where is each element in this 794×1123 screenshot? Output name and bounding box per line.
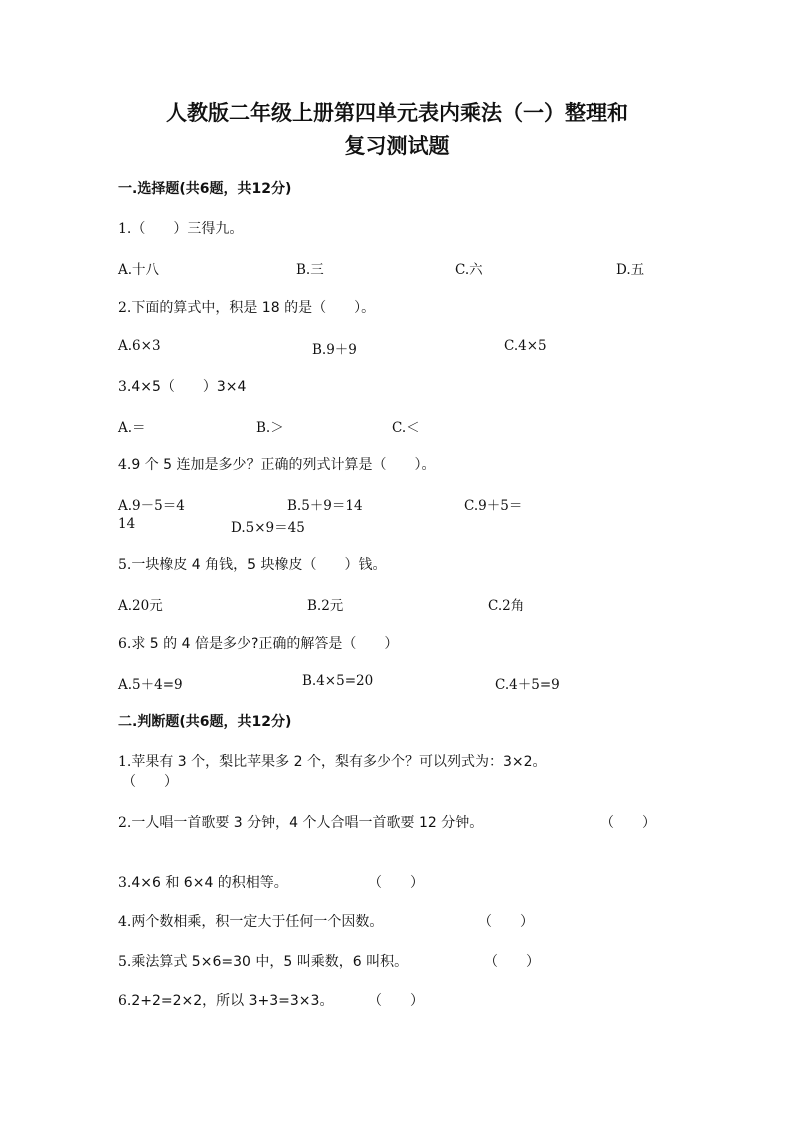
option-a[interactable]: A.十八 [118,262,160,278]
question-number: 4. [118,457,132,473]
option-c-continued: 14 [118,516,136,532]
option-b[interactable]: B.9＋9 [312,342,357,358]
option-d[interactable]: D.五 [616,262,645,278]
option-c[interactable]: C.9＋5＝ [464,498,523,514]
answer-blank[interactable]: （ ） [600,815,656,831]
option-a[interactable]: A.6×3 [118,338,161,354]
judge-question-3 [118,872,288,892]
answer-blank[interactable]: （ ） [484,954,540,970]
question-number: 6. [118,636,132,652]
question-number: 2. [118,300,132,316]
question-2 [118,297,375,317]
section-heading-judgement: 二.判断题(共6题，共12分) [118,714,292,730]
option-b[interactable]: B.5＋9＝14 [287,498,363,514]
option-b[interactable]: B.三 [296,262,324,278]
question-text: 求 5 的 4 倍是多少?正确的解答是（ ） [131,636,399,652]
option-a[interactable]: A.20元 [118,598,163,614]
section-heading-choice: 一.选择题(共6题，共12分) [118,181,292,197]
question-text: 9 个 5 连加是多少？正确的列式计算是（ ）。 [131,457,436,473]
option-c[interactable]: C.4＋5=9 [495,677,560,693]
question-1 [118,218,243,238]
question-text: 一块橡皮 4 角钱，5 块橡皮（ ）钱。 [131,557,387,573]
question-6 [118,633,398,653]
option-c[interactable]: C.六 [455,262,483,278]
judge-question-1 [118,751,547,771]
page-title-line2: 复习测试题 [344,134,450,158]
question-3 [118,376,246,396]
answer-blank[interactable]: （ ） [478,914,534,930]
option-b[interactable]: B.2元 [307,598,344,614]
question-text: （ ）三得九。 [131,221,244,237]
question-text: 两个数相乘，积一定大于任何一个因数。 [131,914,384,930]
question-text: 一人唱一首歌要 3 分钟，4 个人合唱一首歌要 12 分钟。 [131,815,484,831]
option-b[interactable]: B.＞ [256,420,284,436]
question-text: 乘法算式 5×6=30 中，5 叫乘数，6 叫积。 [131,954,409,970]
option-c[interactable]: C.2角 [488,598,525,614]
question-text: 2+2=2×2，所以 3+3=3×3。 [131,993,334,1009]
question-number: 1. [118,754,132,770]
option-d[interactable]: D.5×9＝45 [231,520,305,536]
question-5 [118,554,387,574]
question-number: 3. [118,875,132,891]
judge-question-5 [118,951,408,971]
question-text: 下面的算式中，积是 18 的是（ ）。 [131,300,376,316]
question-number: 3. [118,379,132,395]
question-text: 4×5（ ）3×4 [131,379,247,395]
option-c[interactable]: C.4×5 [504,338,547,354]
question-number: 5. [118,557,132,573]
judge-question-2 [118,812,483,832]
option-a[interactable]: A.9－5＝4 [118,498,185,514]
question-number: 4. [118,914,132,930]
option-c[interactable]: C.＜ [392,420,420,436]
option-a[interactable]: A.＝ [118,420,146,436]
question-4 [118,454,436,474]
question-text: 4×6 和 6×4 的积相等。 [131,875,288,891]
question-number: 6. [118,993,132,1009]
question-number: 2. [118,815,132,831]
option-b[interactable]: B.4×5=20 [302,673,374,689]
judge-question-6 [118,990,333,1010]
answer-blank[interactable]: （ ） [368,875,424,891]
answer-blank[interactable]: （ ） [122,774,178,790]
page-title: 人教版二年级上册第四单元表内乘法（一）整理和 [166,101,628,125]
option-a[interactable]: A.5＋4=9 [118,677,183,693]
answer-blank[interactable]: （ ） [368,993,424,1009]
judge-question-4 [118,911,383,931]
question-number: 5. [118,954,132,970]
question-text: 苹果有 3 个，梨比苹果多 2 个，梨有多少个？可以列式为：3×2。 [131,754,547,770]
question-number: 1. [118,221,132,237]
